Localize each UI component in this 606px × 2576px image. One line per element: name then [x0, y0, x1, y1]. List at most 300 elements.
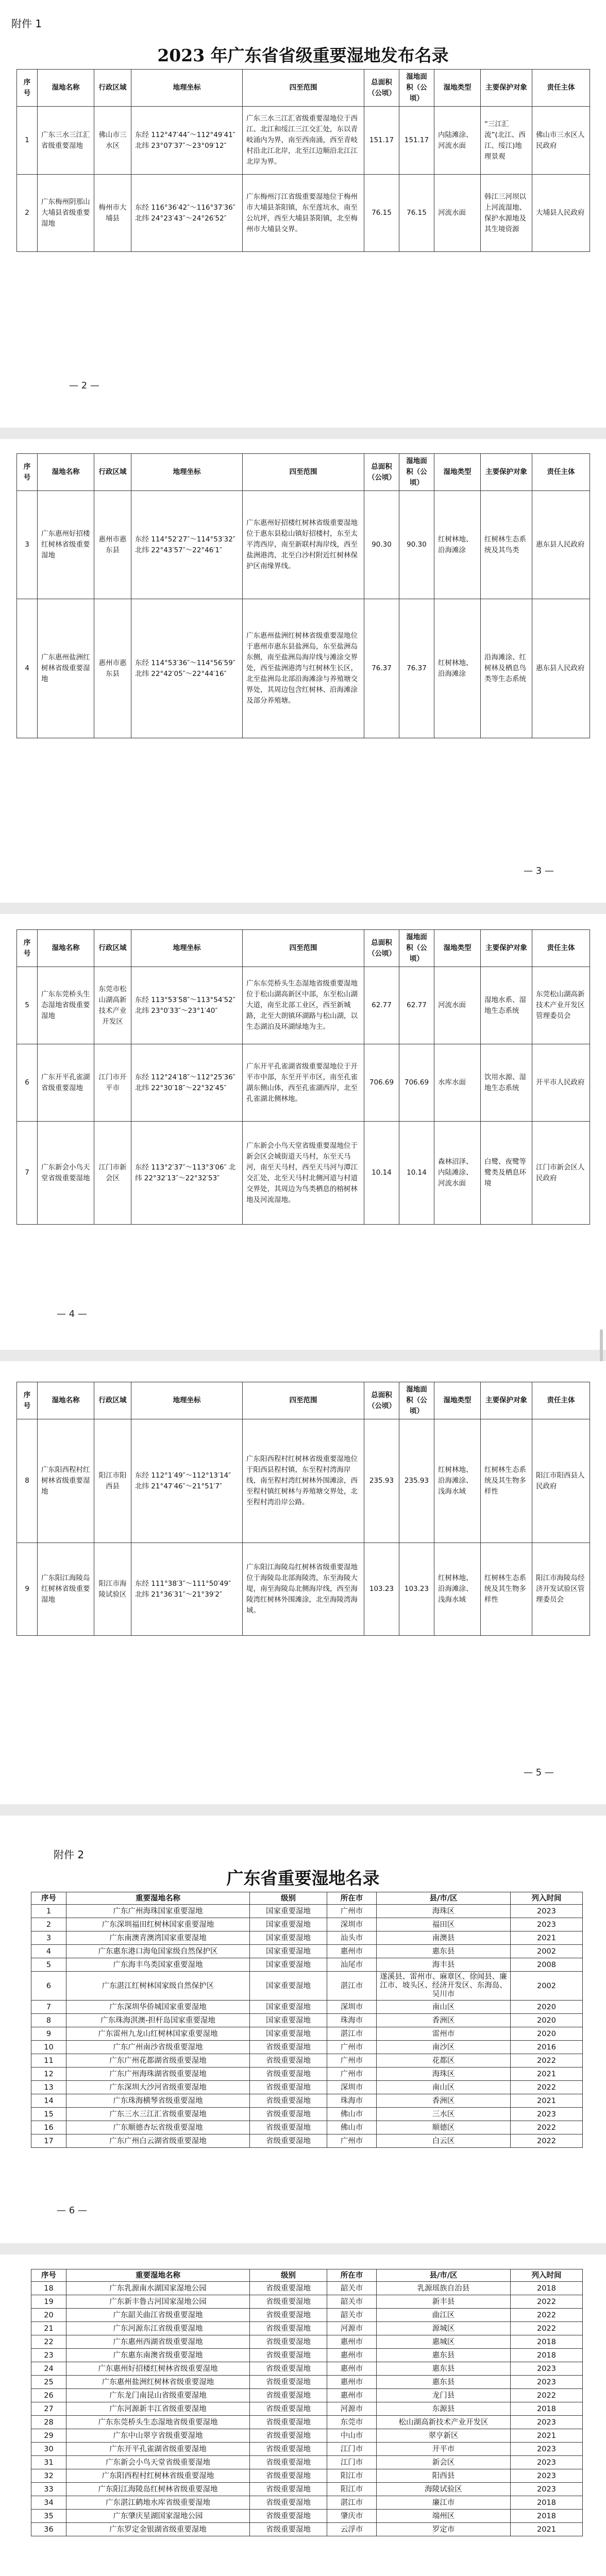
wetland-name: 广东深圳大沙河省级重要湿地: [66, 2081, 250, 2094]
county-district: 海陵试验区: [377, 2483, 511, 2496]
county-district: 雷州市: [377, 2027, 511, 2041]
wetland-area: 10.14: [399, 1122, 434, 1225]
row-number: 11: [31, 2054, 66, 2067]
wetland-name: 广东新会小鸟天堂省级重要湿地: [66, 2456, 250, 2469]
wetland-level: 省级重要湿地: [250, 2094, 327, 2108]
geo-coordinates: 东经 112°24′18″～112°25′36″ 北纬 22°30′18″～22°32′45″: [131, 1044, 243, 1122]
column-header: 地理坐标: [131, 70, 243, 107]
county-district: 惠东县: [377, 2349, 511, 2362]
boundary-description: 广东阳江海陵岛红树林省级重要湿地位于海陵岛北部海陵湾，东至海陵大堤，南至海陵岛北侧海岸线，西至海陵湾红树林外围滩涂，北至海陵湾海域。: [243, 1543, 364, 1636]
city: 河源市: [327, 2322, 377, 2335]
admin-region: 惠州市惠东县: [94, 599, 131, 738]
protected-targets: 韩江三河坝以上河流湿地、保护水源地及其生境资源: [481, 175, 532, 252]
county-district: 福田区: [377, 1918, 511, 1931]
total-area: 90.30: [364, 491, 399, 599]
wetland-area: 62.77: [399, 967, 434, 1044]
page-number: — 2 —: [69, 380, 99, 391]
attachment-label: 附件 2: [54, 1849, 85, 1861]
total-area: 235.93: [364, 1419, 399, 1543]
row-number: 5: [17, 967, 38, 1044]
table-row: [31, 2094, 583, 2108]
city: 韶关市: [327, 2309, 377, 2322]
row-number: 21: [31, 2322, 66, 2335]
column-header: 地理坐标: [131, 930, 243, 967]
admin-region: 江门市新会区: [94, 1122, 131, 1225]
page-number: — 5 —: [524, 1767, 554, 1778]
document-page-5: [0, 1816, 606, 2243]
row-number: 35: [31, 2510, 66, 2523]
listed-year: 2022: [511, 2309, 583, 2322]
county-district: 罗定市: [377, 2523, 511, 2536]
column-header: 湿地类型: [434, 454, 481, 491]
protected-targets: 饮用水源、湿地生态系统: [481, 1044, 532, 1122]
total-area: 76.37: [364, 599, 399, 738]
wetland-area: 103.23: [399, 1543, 434, 1636]
wetland-level: 国家重要湿地: [250, 1972, 327, 2001]
table-row: [31, 1918, 583, 1931]
wetland-type: 红树林地、沿海滩涂、浅海水域: [434, 1543, 481, 1636]
responsible-party: 江门市新会区人民政府: [532, 1122, 590, 1225]
column-header: 湿地面积（公顷）: [399, 70, 434, 107]
total-area: 706.69: [364, 1044, 399, 1122]
listed-year: 2018: [511, 2349, 583, 2362]
column-header: 湿地面积（公顷）: [399, 454, 434, 491]
table-row: [31, 2376, 583, 2389]
document-title: 2023 年广东省省级重要湿地发布名录: [157, 45, 449, 65]
wetland-level: 省级重要湿地: [250, 2443, 327, 2456]
wetland-level: 省级重要湿地: [250, 2496, 327, 2510]
county-district: 新丰县: [377, 2295, 511, 2309]
county-district: 南澳县: [377, 1931, 511, 1945]
city: 阳江市: [327, 2483, 377, 2496]
boundary-description: 广东新会小鸟天堂省级重要湿地位于新会区会城街道天马村，东至天马河，南至天马村，西至天马河与潭江交汇处，北至天马村北侧河道与村道交界处，其周边为鸟类栖息的榕树林地及河流湿地。: [243, 1122, 364, 1225]
column-header: 序号: [17, 1382, 38, 1419]
column-header: 四至范围: [243, 70, 364, 107]
wetland-name: 广东深圳华侨城国家重要湿地: [66, 2001, 250, 2014]
wetland-name: 广东阳江海陵岛红树林省级重要湿地: [66, 2483, 250, 2496]
city: 广州市: [327, 2134, 377, 2148]
table-row: [17, 1044, 590, 1122]
wetland-name: 广东海丰鸟类国家重要湿地: [66, 1958, 250, 1972]
responsible-party: 开平市人民政府: [532, 1044, 590, 1122]
county-district: 白云区: [377, 2134, 511, 2148]
wetland-name: 广东新会小鸟天堂省级重要湿地: [38, 1122, 94, 1225]
listed-year: 2021: [511, 2429, 583, 2443]
table-row: [31, 2349, 583, 2362]
admin-region: 东莞市松山湖高新技术产业开发区: [94, 967, 131, 1044]
city: 湛江市: [327, 2027, 377, 2041]
wetland-name: 广东河源新丰江省级重要湿地: [66, 2402, 250, 2416]
row-number: 7: [17, 1122, 38, 1225]
wetland-level: 国家重要湿地: [250, 2027, 327, 2041]
protected-targets: “三江汇流”(北江、西江、绥江)地理景观: [481, 107, 532, 175]
table-row: [17, 175, 590, 252]
table-row: [31, 2001, 583, 2014]
wetland-level: 省级重要湿地: [250, 2054, 327, 2067]
protected-targets: 红树林生态系统及其生物多样性: [481, 1543, 532, 1636]
row-number: 8: [31, 2014, 66, 2027]
city: 珠海市: [327, 2094, 377, 2108]
wetland-level: 省级重要湿地: [250, 2134, 327, 2148]
column-header: 四至范围: [243, 1382, 364, 1419]
row-number: 30: [31, 2443, 66, 2456]
table-row: [31, 2416, 583, 2429]
column-header: 所在市: [327, 1892, 377, 1905]
table-row: [17, 107, 590, 175]
county-district: 顺德区: [377, 2121, 511, 2134]
county-district: 海珠区: [377, 1905, 511, 1918]
column-header: 列入时间: [511, 1892, 583, 1905]
wetland-level: 省级重要湿地: [250, 2429, 327, 2443]
geo-coordinates: 东经 116°36′42″～116°37′36″ 北纬 24°23′43″～24°26′52″: [131, 175, 243, 252]
city: 深圳市: [327, 1918, 377, 1931]
column-header: 主要保护对象: [481, 454, 532, 491]
wetland-name: 广东罗定金银湖省级重要湿地: [66, 2523, 250, 2536]
column-header: 主要保护对象: [481, 930, 532, 967]
table-row: [17, 1419, 590, 1543]
wetland-name: 广东广州花都湖省级重要湿地: [66, 2054, 250, 2067]
wetland-name: 广东开平孔雀湖省级重要湿地: [66, 2443, 250, 2456]
wetland-name: 广东中山翠亨省级重要湿地: [66, 2429, 250, 2443]
wetland-name: 广东湛江红树林国家级自然保护区: [66, 1972, 250, 2001]
admin-region: 阳江市阳西县: [94, 1419, 131, 1543]
document-page-3: [0, 914, 606, 1350]
wetland-name: 广东惠州盐洲红树林省级重要湿地: [66, 2376, 250, 2389]
row-number: 28: [31, 2416, 66, 2429]
wetland-level: 省级重要湿地: [250, 2416, 327, 2429]
page-number: — 4 —: [57, 1309, 87, 1319]
county-district: 开平市: [377, 2443, 511, 2456]
column-header: 四至范围: [243, 454, 364, 491]
table-row: [31, 2067, 583, 2081]
wetland-level: 省级重要湿地: [250, 2041, 327, 2054]
attachment-label: 附件 1: [11, 18, 42, 30]
wetland-name: 广东东莞桥头生态湿地省级重要湿地: [66, 2416, 250, 2429]
listed-year: 2002: [511, 1972, 583, 2001]
wetland-name: 广东湛江鹤地水库省级重要湿地: [66, 2496, 250, 2510]
row-number: 9: [17, 1543, 38, 1636]
wetland-name: 广东龙门南昆山省级重要湿地: [66, 2389, 250, 2402]
row-number: 14: [31, 2094, 66, 2108]
geo-coordinates: 东经 113°2′37″～113°3′06″ 北纬 22°32′13″～22°32′53″: [131, 1122, 243, 1225]
wetland-level: 省级重要湿地: [250, 2362, 327, 2376]
listed-year: 2023: [511, 2456, 583, 2469]
column-header: 序号: [17, 454, 38, 491]
wetland-name: 广东三水三江汇省级重要湿地: [66, 2108, 250, 2121]
listed-year: 2016: [511, 2041, 583, 2054]
column-header: 主要保护对象: [481, 70, 532, 107]
responsible-party: 惠东县人民政府: [532, 599, 590, 738]
listed-year: 2018: [511, 2496, 583, 2510]
wetland-name: 广东新丰鲁古河国家湿地公园: [66, 2295, 250, 2309]
table-header-row: [17, 930, 590, 967]
table-row: [31, 2041, 583, 2054]
table-row: [31, 2429, 583, 2443]
row-number: 4: [31, 1945, 66, 1958]
county-district: 遂溪县、雷州市、麻章区、徐闻县、廉江市、坡头区、经济开发区、东海岛、吴川市: [377, 1972, 511, 2001]
column-header: 序号: [17, 930, 38, 967]
page-number: — 6 —: [57, 2205, 87, 2216]
wetland-name: 广东南澳青澳湾国家重要湿地: [66, 1931, 250, 1945]
wetland-name: 广东广州南沙省级重要湿地: [66, 2041, 250, 2054]
wetland-type: 红树林地、沿海滩涂: [434, 599, 481, 738]
wetland-name: 广东乳源南水湖国家湿地公园: [66, 2282, 250, 2295]
boundary-description: 广东东莞桥头生态湿地省级重要湿地位于松山湖高新区中部，东至松山湖大道，南至北部工业区，西至新城路，北至大朗镇环湖路与松山湖，以生态湖泊及环湖绿地为主。: [243, 967, 364, 1044]
table-header-row: [17, 1382, 590, 1419]
column-header: 行政区域: [94, 930, 131, 967]
boundary-description: 广东梅州汀江省级重要湿地位于梅州市大埔县茶阳镇，东至莲坑水，南至公坑坪，西至大埔县茶阳镇，北至梅州市大埔县交界。: [243, 175, 364, 252]
wetland-name: 广东肇庆星湖国家湿地公园: [66, 2510, 250, 2523]
wetland-name: 广东阳西程村红树林省级重要湿地: [66, 2469, 250, 2483]
wetland-level: 国家重要湿地: [250, 2014, 327, 2027]
wetland-name: 广东惠州好招楼红树林省级重要湿地: [38, 491, 94, 599]
column-header: 湿地名称: [38, 930, 94, 967]
table-row: [31, 2322, 583, 2335]
wetland-type: 红树林地、沿海滩涂、浅海水域: [434, 1419, 481, 1543]
city: 东莞市: [327, 2416, 377, 2429]
listed-year: 2023: [511, 2362, 583, 2376]
column-header: 湿地类型: [434, 1382, 481, 1419]
wetland-name: 广东三水三江汇省级重要湿地: [38, 107, 94, 175]
county-district: 花都区: [377, 2054, 511, 2067]
wetland-level: 省级重要湿地: [250, 2376, 327, 2389]
table-row: [17, 1543, 590, 1636]
wetland-name: 广东韶关曲江省级重要湿地: [66, 2309, 250, 2322]
column-header: 县/市/区: [377, 2269, 511, 2282]
wetland-level: 国家重要湿地: [250, 1958, 327, 1972]
wetland-type: 水库水面: [434, 1044, 481, 1122]
column-header: 所在市: [327, 2269, 377, 2282]
wetland-name: 广东广州海珠国家重要湿地: [66, 1905, 250, 1918]
wetland-type: 河流水面: [434, 967, 481, 1044]
column-header: 主要保护对象: [481, 1382, 532, 1419]
city: 惠州市: [327, 1945, 377, 1958]
important-wetland-list-part-2: [31, 2269, 583, 2536]
column-header: 总面积（公顷）: [364, 454, 399, 491]
city: 韶关市: [327, 2282, 377, 2295]
total-area: 10.14: [364, 1122, 399, 1225]
geo-coordinates: 东经 112°1′49″～112°13′14″ 北纬 21°47′46″～21°51′7″: [131, 1419, 243, 1543]
wetland-name: 广东深圳福田红树林国家重要湿地: [66, 1918, 250, 1931]
county-district: 阳西县: [377, 2469, 511, 2483]
wetland-name: 广东广州海珠湖省级重要湿地: [66, 2067, 250, 2081]
city: 湛江市: [327, 2496, 377, 2510]
boundary-description: 广东惠州好招楼红树林省级重要湿地位于惠东县稔山镇好招楼村，东至太平湾西岸，南至新联村海岸线，西至盐洲港湾，北至白沙村附近红树林保护区南缘界线。: [243, 491, 364, 599]
admin-region: 佛山市三水区: [94, 107, 131, 175]
listed-year: 2002: [511, 1945, 583, 1958]
column-header: 湿地名称: [38, 70, 94, 107]
county-district: 曲江区: [377, 2309, 511, 2322]
city: 肇庆市: [327, 2510, 377, 2523]
listed-year: 2021: [511, 2067, 583, 2081]
city: 深圳市: [327, 2001, 377, 2014]
wetland-level: 省级重要湿地: [250, 2108, 327, 2121]
listed-year: 2023: [511, 2416, 583, 2429]
city: 佛山市: [327, 2121, 377, 2134]
wetland-name: 广东惠州好招楼红树林省级重要湿地: [66, 2362, 250, 2376]
wetland-name: 广东阳江海陵岛红树林省级重要湿地: [38, 1543, 94, 1636]
wetland-level: 省级重要湿地: [250, 2389, 327, 2402]
table-row: [31, 2054, 583, 2067]
city: 广州市: [327, 1905, 377, 1918]
table-row: [31, 1931, 583, 1945]
column-header: 县/市/区: [377, 1892, 511, 1905]
county-district: 惠东县: [377, 2376, 511, 2389]
listed-year: 2022: [511, 2295, 583, 2309]
column-header: 重要湿地名称: [66, 1892, 250, 1905]
column-header: 列入时间: [511, 2269, 583, 2282]
listed-year: 2023: [511, 1918, 583, 1931]
table-row: [31, 2295, 583, 2309]
row-number: 16: [31, 2121, 66, 2134]
column-header: 责任主体: [532, 1382, 590, 1419]
table-row: [17, 967, 590, 1044]
table-row: [31, 1905, 583, 1918]
row-number: 13: [31, 2081, 66, 2094]
row-number: 27: [31, 2402, 66, 2416]
total-area: 62.77: [364, 967, 399, 1044]
row-number: 12: [31, 2067, 66, 2081]
wetland-table-part-4: [16, 1382, 590, 1636]
table-row: [31, 2469, 583, 2483]
wetland-name: 广东阳西程村红树林省级重要湿地: [38, 1419, 94, 1543]
protected-targets: 湿地水系、湿地生态系统: [481, 967, 532, 1044]
responsible-party: 东莞松山湖高新技术产业开发区管理委员会: [532, 967, 590, 1044]
city: 惠州市: [327, 2349, 377, 2362]
row-number: 25: [31, 2376, 66, 2389]
wetland-name: 广东雷州九龙山红树林国家重要湿地: [66, 2027, 250, 2041]
row-number: 29: [31, 2429, 66, 2443]
column-header: 湿地名称: [38, 1382, 94, 1419]
table-header-row: [17, 70, 590, 107]
city: 中山市: [327, 2429, 377, 2443]
page-number: — 3 —: [524, 866, 554, 876]
geo-coordinates: 东经 113°53′58″～113°54′52″ 北纬 23°0′33″～23°1′40″: [131, 967, 243, 1044]
boundary-description: 广东三水三江汇省级重要湿地位于西江、北江和绥江三江交汇处，东以青岐涌内为界，南至西南涌，西至青岐村沿北江北岸，北至江边顺沿北江江北岸为界。: [243, 107, 364, 175]
wetland-area: 76.37: [399, 599, 434, 738]
table-row: [31, 2443, 583, 2456]
important-wetland-list-part-1: [31, 1892, 583, 2148]
city: 阳江市: [327, 2469, 377, 2483]
row-number: 33: [31, 2483, 66, 2496]
table-row: [31, 2282, 583, 2295]
row-number: 3: [31, 1931, 66, 1945]
admin-region: 梅州市大埔县: [94, 175, 131, 252]
row-number: 6: [17, 1044, 38, 1122]
row-number: 9: [31, 2027, 66, 2041]
wetland-name: 广东梅州阴那山大埔县省级重要湿地: [38, 175, 94, 252]
wetland-name: 广东珠海淇澳-担杆岛国家重要湿地: [66, 2014, 250, 2027]
listed-year: 2018: [511, 2335, 583, 2349]
column-header: 责任主体: [532, 930, 590, 967]
row-number: 1: [31, 1905, 66, 1918]
listed-year: 2022: [511, 2054, 583, 2067]
county-district: 惠东县: [377, 1945, 511, 1958]
listed-year: 2023: [511, 2469, 583, 2483]
column-header: 重要湿地名称: [66, 2269, 250, 2282]
listed-year: 2018: [511, 2510, 583, 2523]
county-district: 三水区: [377, 2108, 511, 2121]
city: 汕头市: [327, 1931, 377, 1945]
column-header: 责任主体: [532, 70, 590, 107]
wetland-name: 广东开平孔雀湖省级重要湿地: [38, 1044, 94, 1122]
listed-year: 2023: [511, 2108, 583, 2121]
responsible-party: 惠东县人民政府: [532, 491, 590, 599]
city: 江门市: [327, 2456, 377, 2469]
city: 广州市: [327, 2067, 377, 2081]
table-row: [31, 1972, 583, 2001]
listed-year: 2021: [511, 2523, 583, 2536]
protected-targets: 红树林生态系统及其生物多样性: [481, 1419, 532, 1543]
wetland-name: 广东东莞桥头生态湿地省级重要湿地: [38, 967, 94, 1044]
county-district: 源城区: [377, 2322, 511, 2335]
column-header: 行政区域: [94, 70, 131, 107]
protected-targets: 红树林生态系统及其鸟类: [481, 491, 532, 599]
row-number: 34: [31, 2496, 66, 2510]
city: 深圳市: [327, 2081, 377, 2094]
geo-coordinates: 东经 111°38′3″～111°50′49″ 北纬 21°36′31″～21°39′2″: [131, 1543, 243, 1636]
column-header: 湿地类型: [434, 930, 481, 967]
county-district: 南山区: [377, 2081, 511, 2094]
geo-coordinates: 东经 114°52′27″～114°53′32″ 北纬 22°43′57″～22°46′1″: [131, 491, 243, 599]
listed-year: 2023: [511, 2376, 583, 2389]
admin-region: 江门市开平市: [94, 1044, 131, 1122]
wetland-level: 省级重要湿地: [250, 2081, 327, 2094]
table-header-row: [17, 454, 590, 491]
column-header: 地理坐标: [131, 454, 243, 491]
county-district: 惠东县: [377, 2362, 511, 2376]
document-page-1: [0, 0, 606, 428]
wetland-area: 90.30: [399, 491, 434, 599]
column-header: 序号: [31, 1892, 66, 1905]
county-district: 翠亨新区: [377, 2429, 511, 2443]
total-area: 151.17: [364, 107, 399, 175]
table-row: [31, 2335, 583, 2349]
wetland-level: 省级重要湿地: [250, 2335, 327, 2349]
column-header: 序号: [17, 70, 38, 107]
wetland-level: 省级重要湿地: [250, 2469, 327, 2483]
table-header-row: [31, 2269, 583, 2282]
column-header: 地理坐标: [131, 1382, 243, 1419]
listed-year: 2021: [511, 2094, 583, 2108]
listed-year: 2021: [511, 1931, 583, 1945]
city: 汕尾市: [327, 1958, 377, 1972]
wetland-level: 省级重要湿地: [250, 2121, 327, 2134]
wetland-level: 国家重要湿地: [250, 1918, 327, 1931]
column-header: 行政区域: [94, 1382, 131, 1419]
wetland-type: 内陆滩涂、河流水面: [434, 107, 481, 175]
table-row: [31, 2027, 583, 2041]
wetland-name: 广东惠州盐洲红树林省级重要湿地: [38, 599, 94, 738]
wetland-level: 省级重要湿地: [250, 2456, 327, 2469]
column-header: 湿地面积（公顷）: [399, 1382, 434, 1419]
county-district: 惠城区: [377, 2335, 511, 2349]
wetland-level: 国家重要湿地: [250, 1905, 327, 1918]
row-number: 23: [31, 2349, 66, 2362]
column-header: 总面积（公顷）: [364, 1382, 399, 1419]
wetland-level: 省级重要湿地: [250, 2483, 327, 2496]
row-number: 17: [31, 2134, 66, 2148]
wetland-area: 706.69: [399, 1044, 434, 1122]
wetland-table-part-3: [16, 929, 590, 1225]
county-district: 乳源瑶族自治县: [377, 2282, 511, 2295]
city: 惠州市: [327, 2335, 377, 2349]
wetland-level: 省级重要湿地: [250, 2067, 327, 2081]
row-number: 15: [31, 2108, 66, 2121]
column-header: 总面积（公顷）: [364, 930, 399, 967]
county-district: 松山湖高新技术产业开发区: [377, 2416, 511, 2429]
row-number: 1: [17, 107, 38, 175]
